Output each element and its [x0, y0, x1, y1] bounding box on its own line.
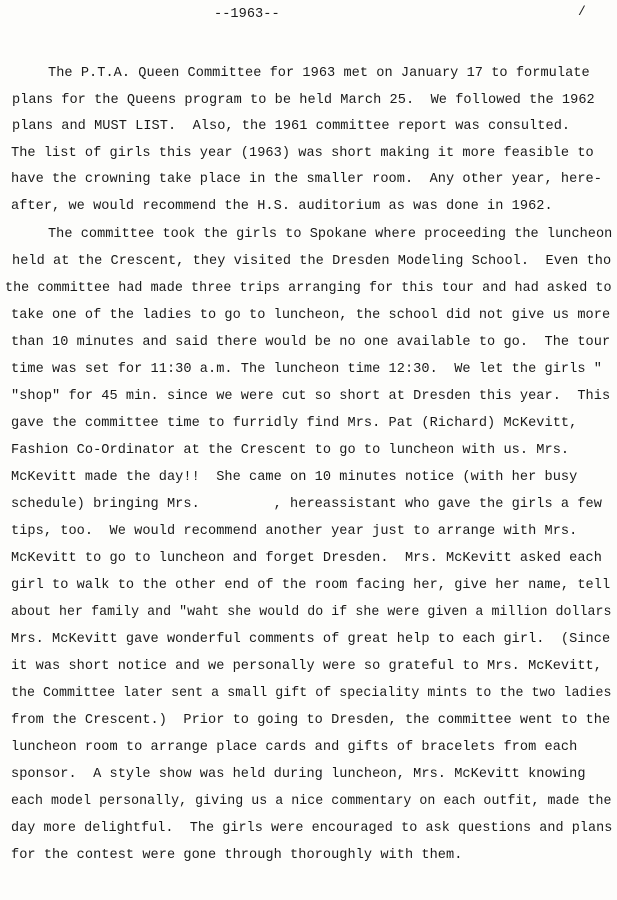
text-line: The P.T.A. Queen Committee for 1963 met on January 17 to formulate	[48, 66, 590, 81]
text-line: "shop" for 45 min. since we were cut so short at Dresden this year. This	[11, 389, 611, 404]
text-line: plans for the Queens program to be held March 25. We followed the 1962	[12, 93, 595, 108]
text-line: schedule) bringing Mrs. , hereassistant who gave the girls a few	[11, 497, 602, 512]
text-line: after, we would recommend the H.S. auditorium as was done in 1962.	[11, 199, 553, 214]
text-line: have the crowning take place in the smaller room. Any other year, here-	[11, 172, 602, 187]
text-line: held at the Crescent, they visited the Dresden Modeling School. Even tho	[12, 254, 612, 269]
text-line: about her family and "waht she would do if she were given a million dollars	[11, 605, 612, 620]
text-line: tips, too. We would recommend another year just to arrange with Mrs.	[11, 524, 578, 539]
text-line: from the Crescent.) Prior to going to Dresden, the committee went to the	[11, 713, 611, 728]
page-heading: --1963--	[214, 7, 280, 22]
text-line: take one of the ladies to go to luncheon, the school did not give us more	[11, 308, 611, 323]
text-line: Fashion Co-Ordinator at the Crescent to go to luncheon with us. Mrs.	[11, 443, 570, 458]
corner-pen-mark: /	[578, 4, 586, 19]
text-line: Mrs. McKevitt gave wonderful comments of great help to each girl. (Since	[11, 632, 611, 647]
text-line: plans and MUST LIST. Also, the 1961 committee report was consulted.	[12, 119, 571, 134]
text-line: each model personally, giving us a nice commentary on each outfit, made the	[11, 794, 612, 809]
text-line: it was short notice and we personally were so grateful to Mrs. McKevitt,	[11, 659, 602, 674]
text-line: sponsor. A style show was held during luncheon, Mrs. McKevitt knowing	[11, 767, 586, 782]
text-line: The list of girls this year (1963) was short making it more feasible to	[11, 146, 594, 161]
text-line: girl to walk to the other end of the room facing her, give her name, tell	[11, 578, 611, 593]
text-line: The committee took the girls to Spokane where proceeding the luncheon	[48, 227, 613, 242]
text-line: the committee had made three trips arranging for this tour and had asked to	[5, 281, 612, 296]
text-line: day more delightful. The girls were encouraged to ask questions and plans	[11, 821, 613, 836]
text-line: time was set for 11:30 a.m. The luncheon time 12:30. We let the girls "	[11, 362, 602, 377]
text-line: the Committee later sent a small gift of speciality mints to the two ladies	[11, 686, 612, 701]
text-line: luncheon room to arrange place cards and gifts of bracelets from each	[11, 740, 578, 755]
text-line: McKevitt made the day!! She came on 10 minutes notice (with her busy	[11, 470, 578, 485]
text-line: McKevitt to go to luncheon and forget Dresden. Mrs. McKevitt asked each	[11, 551, 602, 566]
text-line: than 10 minutes and said there would be no one available to go. The tour	[11, 335, 611, 350]
text-line: for the contest were gone through thoroughly with them.	[11, 848, 463, 863]
text-line: gave the committee time to furridly find Mrs. Pat (Richard) McKevitt,	[11, 416, 578, 431]
